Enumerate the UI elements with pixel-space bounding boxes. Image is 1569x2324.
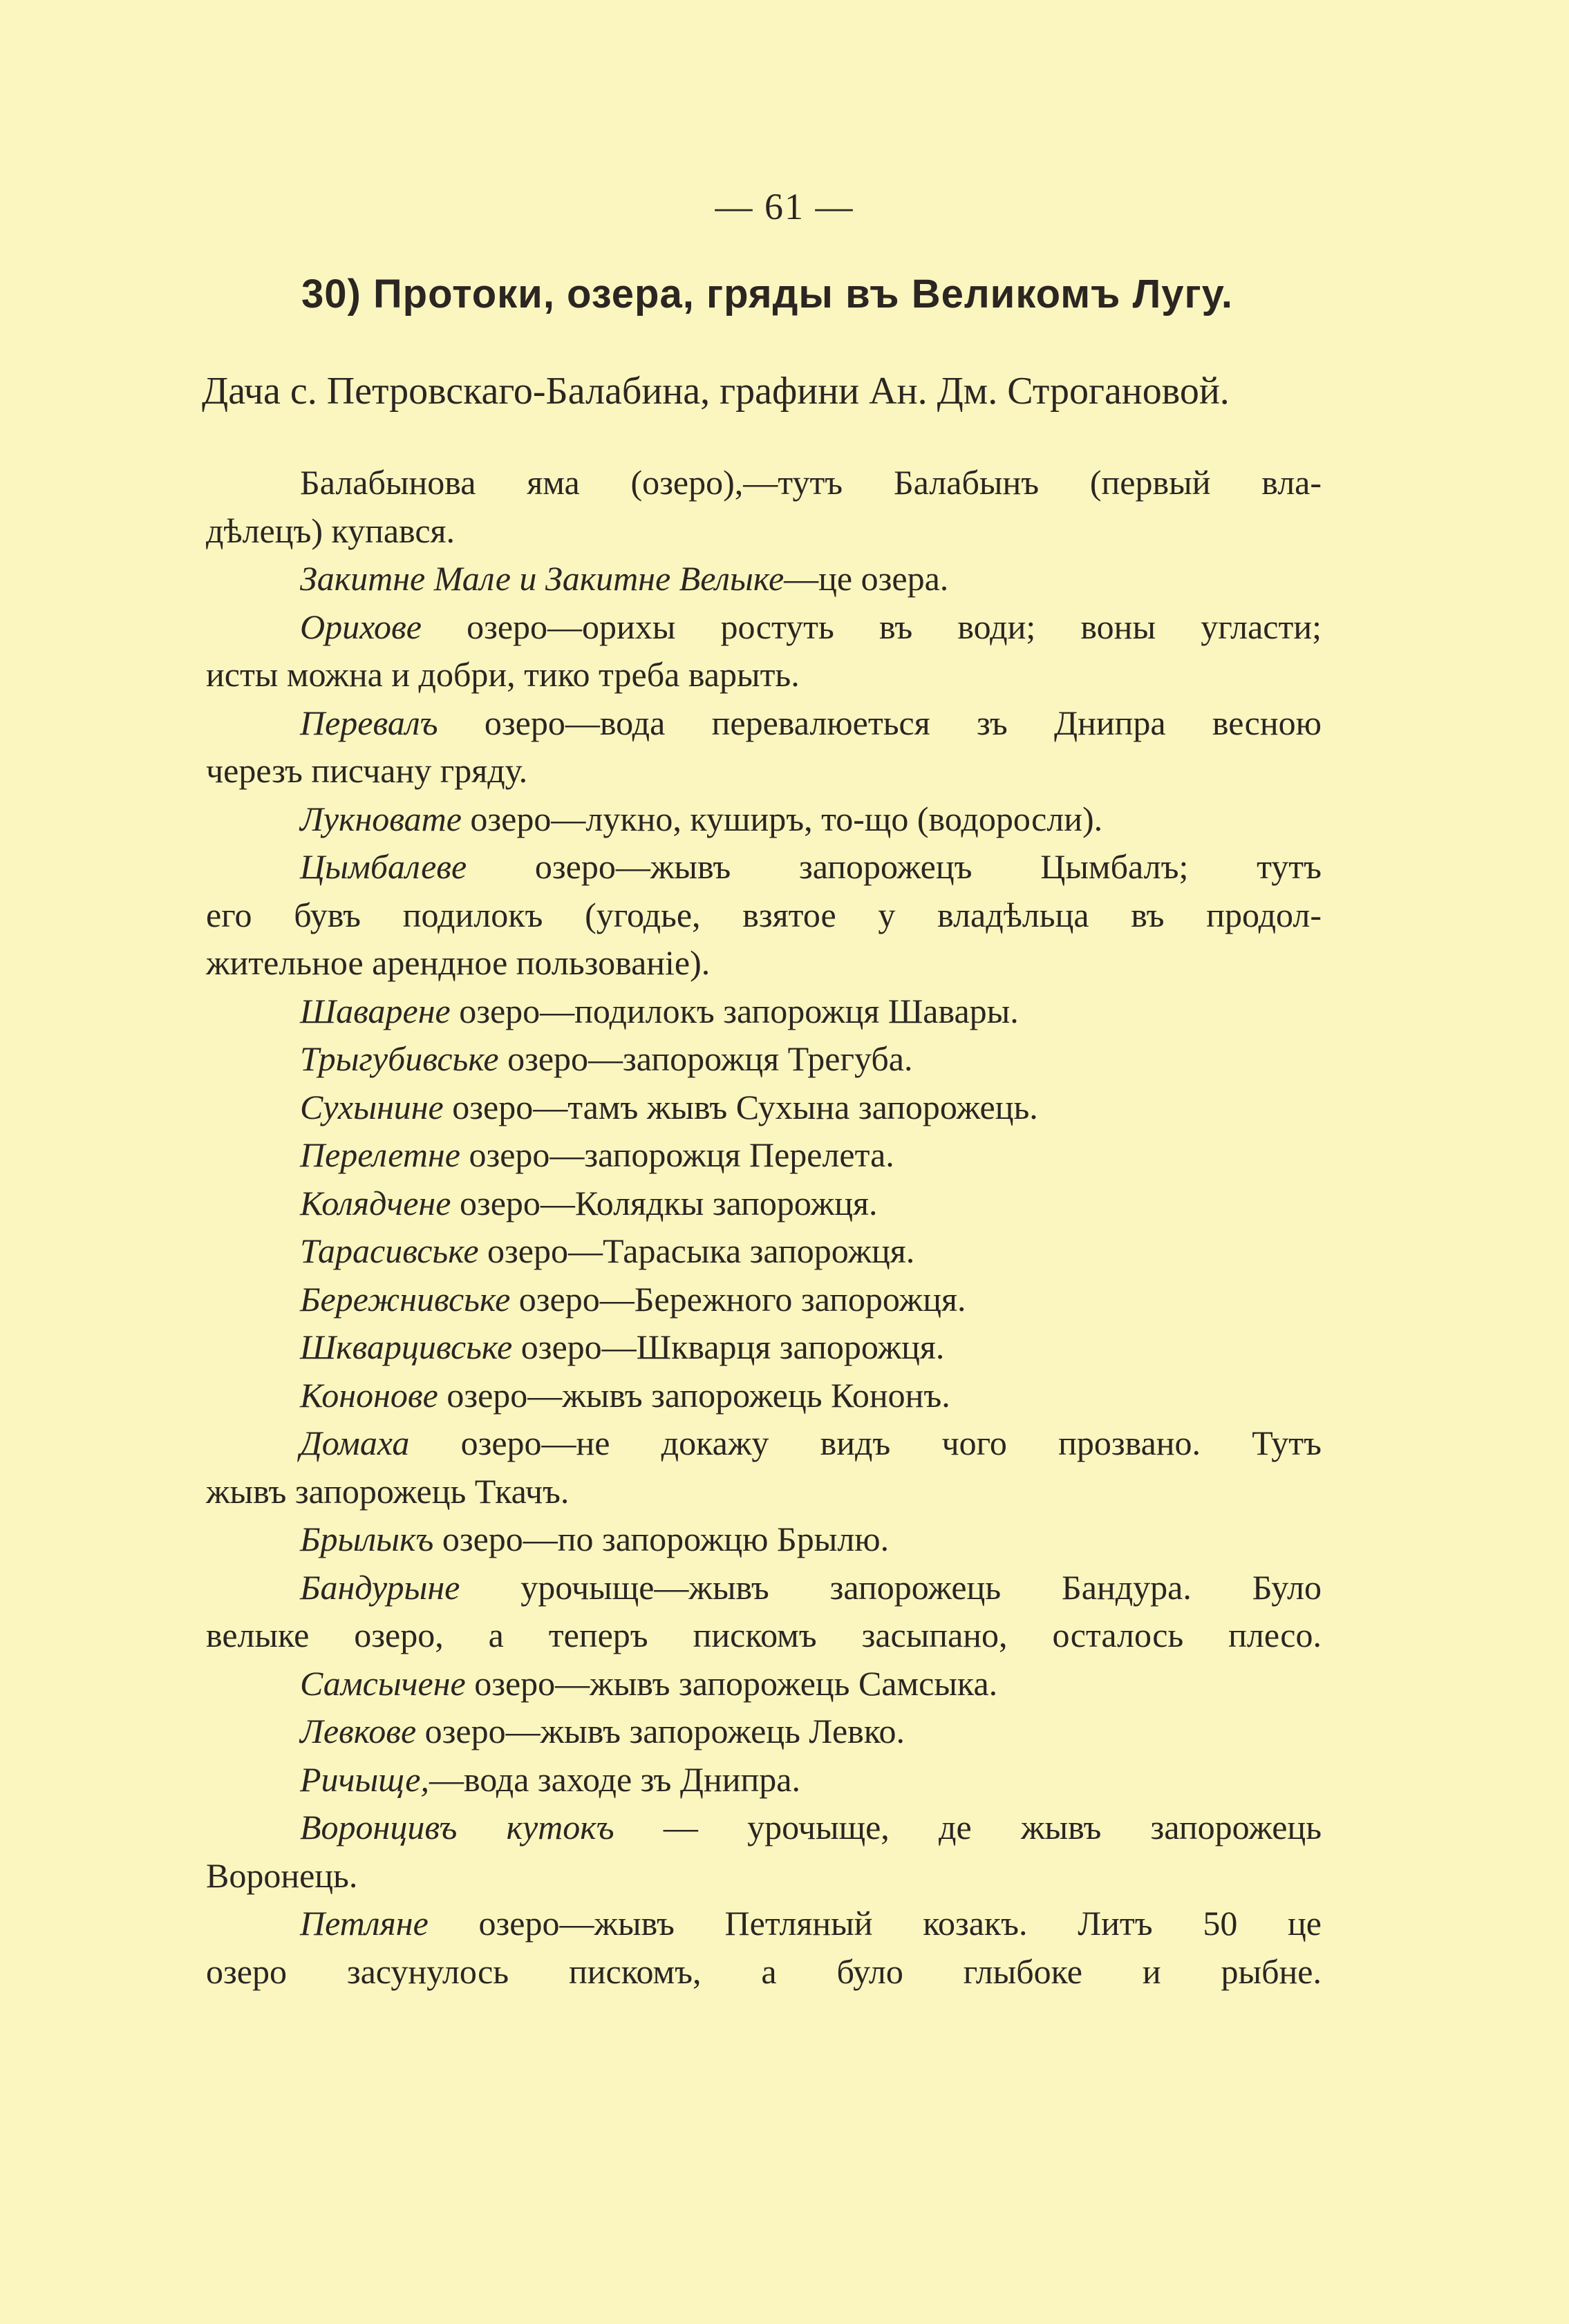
- line-text: озеро—Колядкы запорожця.: [451, 1183, 878, 1222]
- line-text: исты можна и добри, тико треба варыть.: [206, 655, 800, 694]
- text-line: [206, 1564, 1322, 1612]
- text-line: [206, 555, 1322, 603]
- text-line: [206, 1227, 1322, 1276]
- place-name: Орихове: [300, 607, 422, 646]
- line-text: озеро—Бережного запорожця.: [510, 1279, 966, 1319]
- place-name: Тарасивське: [300, 1231, 479, 1270]
- text-line: [206, 747, 1322, 795]
- place-name: Самсычене: [300, 1663, 466, 1703]
- text-line: [206, 1372, 1322, 1420]
- line-text: урочыще—жывъ запорожець Бандура. Було: [460, 1567, 1322, 1607]
- place-name: Домаха: [300, 1424, 410, 1462]
- place-name: Закитне Мале и Закитне Велыке: [300, 559, 784, 598]
- text-line: [206, 603, 1322, 652]
- text-line: [206, 651, 1322, 699]
- section-heading: 30) Протоки, озера, гряды въ Великомъ Лугу.: [301, 272, 1233, 317]
- line-text: озеро—жывъ запорожець Кононъ.: [438, 1375, 950, 1415]
- place-name: Ричыще,: [300, 1759, 429, 1799]
- text-line: [206, 1180, 1322, 1228]
- line-text: —вода заходе зъ Днипра.: [429, 1759, 800, 1799]
- text-line: [206, 1948, 1322, 1996]
- place-name: Цымбалеве: [300, 847, 467, 886]
- line-text: озеро—Шкварця запорожця.: [512, 1328, 945, 1366]
- place-name: Лукновате: [300, 799, 462, 838]
- line-text: его бувъ подилокъ (угодье, взятое у владѣльца въ продол-: [206, 895, 1322, 934]
- line-text: озеро—тамъ жывъ Сухына запорожець.: [443, 1087, 1038, 1126]
- place-name: Бандурыне: [300, 1567, 460, 1607]
- line-text: озеро—запорожця Трегуба.: [498, 1039, 913, 1078]
- line-text: озеро—Тарасыка запорожця.: [478, 1231, 915, 1270]
- place-name: Сухынине: [300, 1087, 444, 1126]
- line-text: озеро—подилокъ запорожця Шавары.: [450, 991, 1019, 1030]
- place-name: Воронцивъ кутокъ: [300, 1808, 614, 1846]
- text-line: [206, 1852, 1322, 1900]
- place-name: Брылыкъ: [300, 1520, 434, 1558]
- text-line: [206, 1804, 1322, 1852]
- text-line: [206, 507, 1322, 556]
- place-name: Левкове: [300, 1712, 417, 1750]
- line-text: велыке озеро, а теперъ пискомъ засыпано, осталось плесо.: [206, 1616, 1322, 1654]
- line-text: озеро—вода перевалюеться зъ Днипра весною: [438, 703, 1322, 742]
- entries-text: [206, 459, 1322, 1996]
- text-line: [206, 1612, 1322, 1660]
- line-text: озеро—по запорожцю Брылю.: [433, 1520, 890, 1558]
- place-name: Петляне: [300, 1904, 429, 1943]
- line-text: жительное арендное пользованіе).: [206, 943, 711, 982]
- line-text: Балабынова яма (озеро),—тутъ Балабынъ (первый вла-: [300, 463, 1322, 502]
- place-name: Перевалъ: [300, 703, 438, 742]
- line-text: озеро—не докажу видъ чого прозвано. Тутъ: [409, 1424, 1322, 1462]
- line-text: озеро засунулось пискомъ, а було глыбоке и рыбне.: [206, 1952, 1322, 1991]
- text-line: [206, 1660, 1322, 1708]
- text-line: [206, 1276, 1322, 1324]
- place-name: Кононове: [300, 1375, 438, 1415]
- line-text: озеро—запорожця Перелета.: [460, 1135, 894, 1174]
- text-line: [206, 1900, 1322, 1948]
- line-text: дѣлецъ) купався.: [206, 511, 455, 550]
- line-text: озеро—жывъ запорожець Левко.: [416, 1712, 905, 1750]
- text-line: [206, 1515, 1322, 1564]
- place-name: Трыгубивське: [300, 1039, 499, 1078]
- text-line: [206, 891, 1322, 940]
- text-line: [206, 1131, 1322, 1180]
- text-line: [206, 843, 1322, 891]
- text-line: [206, 1708, 1322, 1756]
- text-line: [206, 1756, 1322, 1804]
- line-text: жывъ запорожець Ткачъ.: [206, 1471, 570, 1511]
- line-text: озеро—жывъ запорожецъ Цымбалъ; тутъ: [467, 847, 1322, 886]
- page-number: — 61 —: [715, 186, 854, 227]
- text-line: [206, 1323, 1322, 1372]
- place-name: Бережнивське: [300, 1279, 511, 1319]
- text-line: [206, 1468, 1322, 1516]
- line-text: озеро—орихы ростуть въ води; воны угласти;: [421, 607, 1322, 646]
- place-name: Шкварцивське: [300, 1328, 513, 1366]
- line-text: — урочыще, де жывъ запорожець: [614, 1808, 1322, 1846]
- place-name: Колядчене: [300, 1183, 451, 1222]
- text-line: [206, 1084, 1322, 1132]
- text-line: [206, 988, 1322, 1036]
- place-name: Перелетне: [300, 1135, 460, 1174]
- line-text: Воронець.: [206, 1855, 358, 1895]
- line-text: озеро—жывъ Петляный козакъ. Литъ 50 це: [428, 1904, 1322, 1943]
- line-text: озеро—лукно, куширъ, то-що (водоросли).: [461, 799, 1103, 838]
- text-line: [206, 939, 1322, 988]
- place-name: Шаварене: [300, 991, 451, 1030]
- text-line: [206, 699, 1322, 748]
- line-text: —це озера.: [784, 559, 949, 598]
- text-line: [206, 1035, 1322, 1084]
- text-line: [206, 795, 1322, 844]
- estate-subheading: Дача с. Петровскаго-Балабина, графини Ан. Дм. Строгановой.: [202, 370, 1230, 413]
- text-line: [206, 1419, 1322, 1468]
- line-text: черезъ писчану гряду.: [206, 751, 528, 790]
- line-text: озеро—жывъ запорожець Самсыка.: [465, 1663, 998, 1703]
- text-line: [206, 459, 1322, 507]
